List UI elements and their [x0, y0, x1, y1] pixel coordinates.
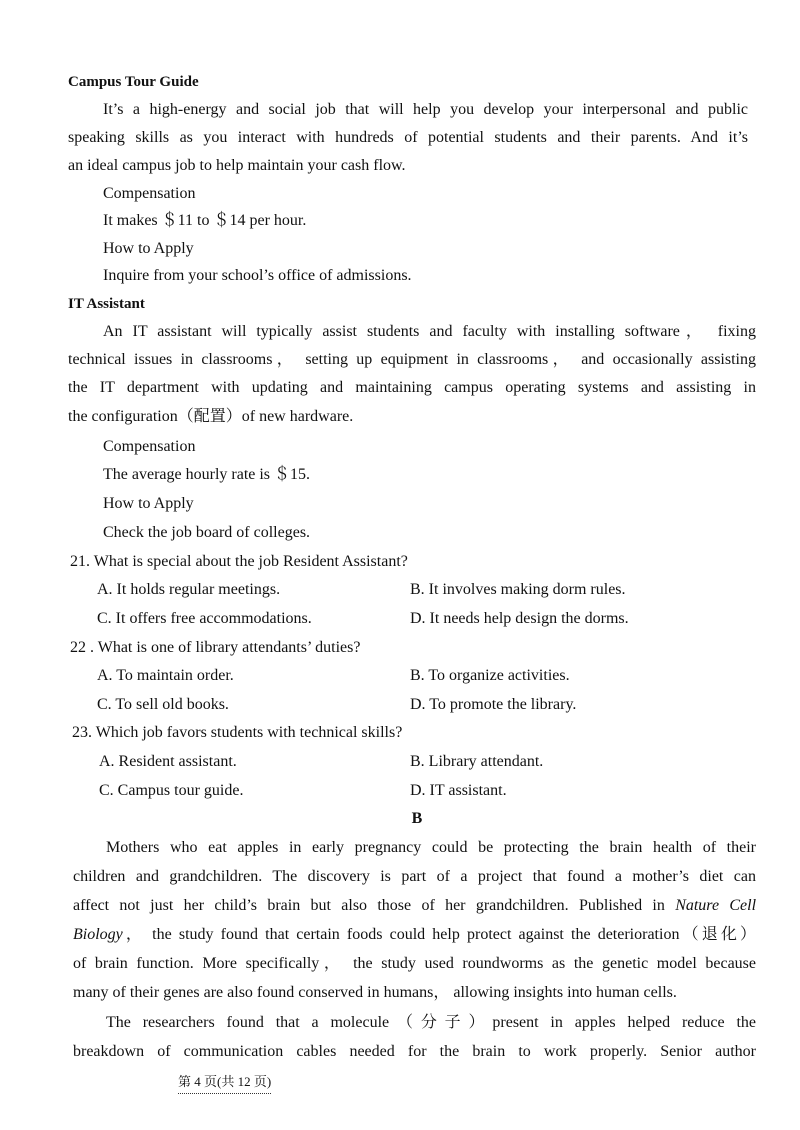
it-assistant-compensation-label: Compensation [103, 438, 196, 455]
it-assistant-desc-line: An IT assistant will typically assist students and faculty with installing software， fixing [103, 323, 757, 340]
tour-guide-apply-label: How to Apply [103, 240, 194, 257]
question-stem: 23. Which job favors students with technical skills? [72, 724, 403, 741]
question-option: D. IT assistant. [410, 782, 507, 799]
question-option: B. Library attendant. [410, 753, 544, 770]
tour-guide-apply-value: Inquire from your school’s office of admissions. [103, 267, 412, 284]
question-option: C. To sell old books. [97, 696, 229, 713]
tour-guide-desc-line: an ideal campus job to help maintain your cash flow. [68, 157, 406, 174]
it-assistant-desc-line: the IT department with updating and maintaining campus operating systems and assisting in [68, 379, 756, 396]
tour-guide-desc-line: It’s a high-energy and social job that will help you develop your interpersonal and public [103, 101, 748, 118]
passage-line: Mothers who eat apples in early pregnancy could be protecting the brain health of their [106, 839, 756, 856]
question-option: D. It needs help design the dorms. [410, 610, 629, 627]
passage-line [73, 925, 756, 945]
tour-guide-desc-line: speaking skills as you interact with hundreds of potential students and their parents. And it’s [68, 129, 748, 146]
journal-title: Nature Cell [675, 897, 757, 914]
it-assistant-heading: IT Assistant [68, 296, 145, 312]
journal-title: Biology [73, 926, 123, 943]
question-option: A. Resident assistant. [99, 753, 237, 770]
question-option: C. Campus tour guide. [99, 782, 244, 799]
section-label: B [411, 810, 423, 827]
passage-line: The researchers found that a molecule（分子）present in apples helped reduce the [106, 1014, 756, 1031]
question-option: D. To promote the library. [410, 696, 577, 713]
passage-line: of brain function. More specifically， the study used roundworms as the genetic model because [73, 955, 756, 972]
passage-line [73, 896, 756, 916]
question-option: C. It offers free accommodations. [97, 610, 312, 627]
passage-line: breakdown of communication cables needed for the brain to work properly. Senior author [73, 1043, 756, 1060]
tour-guide-compensation-value: It makes ＄11 to ＄14 per hour. [103, 212, 307, 229]
passage-line: children and grandchildren. The discovery is part of a project that found a mother’s diet can [73, 868, 756, 885]
question-stem: 21. What is special about the job Resident Assistant? [70, 553, 408, 570]
passage-text: affect not just her child’s brain but also those of her grandchildren. Published in [73, 897, 676, 914]
it-assistant-apply-value: Check the job board of colleges. [103, 524, 311, 541]
question-stem: 22 . What is one of library attendants’ duties? [70, 639, 361, 656]
passage-line: many of their genes are also found conserved in humans， allowing insights into human cells. [73, 984, 677, 1001]
tour-guide-compensation-label: Compensation [103, 185, 196, 202]
it-assistant-compensation-value: The average hourly rate is ＄15. [103, 466, 311, 483]
it-assistant-desc-line: the configuration（配置）of new hardware. [68, 408, 354, 425]
page-number: 第 4 页(共 12 页) [178, 1072, 271, 1094]
page-footer [0, 1072, 800, 1094]
it-assistant-apply-label: How to Apply [103, 495, 194, 512]
it-assistant-desc-line: technical issues in classrooms， setting up equipment in classrooms， and occasionally assisting [68, 351, 756, 368]
question-option: B. To organize activities. [410, 667, 570, 684]
tour-guide-heading: Campus Tour Guide [68, 74, 199, 90]
question-option: A. To maintain order. [97, 667, 234, 684]
question-option: B. It involves making dorm rules. [410, 581, 626, 598]
question-option: A. It holds regular meetings. [97, 581, 281, 598]
passage-text: ， the study found that certain foods could help protect against the deterioration（退化） [122, 926, 756, 943]
